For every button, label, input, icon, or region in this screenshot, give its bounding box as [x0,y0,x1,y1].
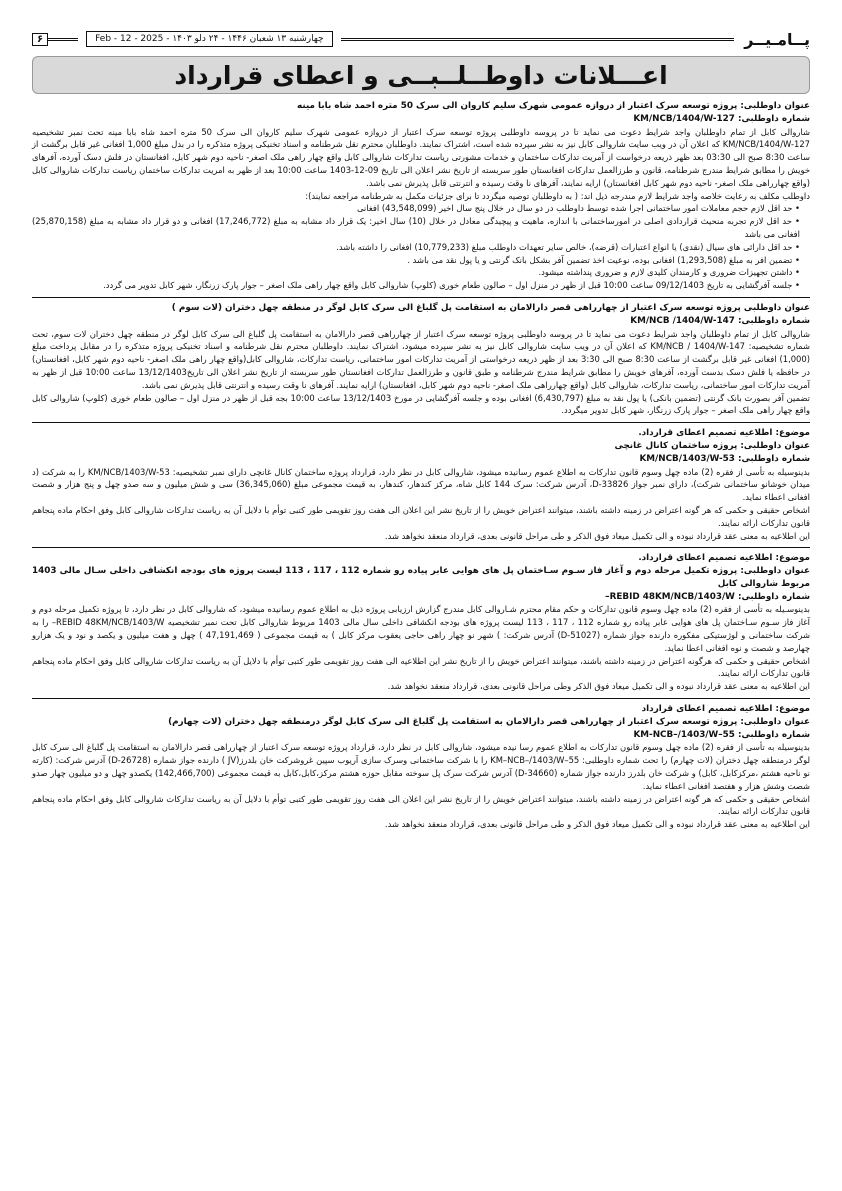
page-header [32,30,810,48]
notice-code: شماره داوطلبی: KM-NCB–/1403/W–55 [633,729,810,740]
notice-body: بدینوسـیله به تأسی از فقره (2) ماده چهل وسوم قانون تدارکات و حکم مقام محترم شـاروالی کابل مندرج گزارش ارزیابی پروژه ذیل به اطلاع عموم رسانیده میشود، که شاروالی کابل در نظر دارد، تا پروژه تکمیل مرحله دوم و آغاز فاز سـوم سـاختمان پل های هوایی عابر پیاده رو شماره 112 ، 117 ، 113 لیست پروژه های بودجه انکشافی داخلی سال مالی 1403 مربوط شاروالی کابل تحت نمبر تشخیصیه REBID 48KM/NCB/1403/W– را به شرکت ساختمانی و لوژستیکی مفکوره دارنده جواز شماره (D-51027) آدرس شرکت: ) شهر نو چهار راهی حاجی یعقوب مرکز کابل ) به قیمت مجموعی ( 47,191,469 ) چهل و هفت میلیون و یکصد و نود و یک هزارو چهارصد و شصت و نوه افغانی اعطا نماید. [32,604,811,653]
notice-disclaimer: این اطلاعیه به معنی عقد قرارداد نبوده و الی تکمیل میعاد فوق الذکر و طی مراحل قانونی بعدی، قرارداد منعقد نخواهد شد. [384,819,810,830]
notice-2 [32,302,810,417]
divider [32,547,810,548]
header-rule [341,38,735,41]
notice-objection: اشخاص حقیقی و حکمی که هر گونه اعتراض در زمینه داشته باشند، میتوانند اعتراض خویش را از تاریخ نشر این اعلان الی هفت روز تقویمی طور کتبی توأم با دلایل آن به ریاست تدارکات شاروالی کابل وفق احکام ماده پنجاهم قانون تدارکات ارائه نمایند. [32,793,810,817]
list-item: • حد اقل دارائی های سیال (نقدی) یا انواع اعتبارات (قرضه)، خالص سایر تعهدات داوطلب مبلغ (10,779,233) افغانی را داشته باشد. [32,241,800,254]
notice-body: شاروالی کابل از تمام داوطلبان واجد شرایط دعوت می نماید تا در پروسه داوطلبی پروژه توسعه سرک اعتبار از دروازه عمومی شهرک سلیم کاروان الی سرک 50 متره احمد شاه بابا مینه تحت نمبر تشخیصیه KM/NCB/1404/W-127 که اعلان آن در ویب سایت شاروالی کابل نیز به نشر سپرده شده است، اشتراک نمایند. داوطلبان محترم نقل شرطنامه و اسناد تخنیکی پروژه متذکره را در بدل مبلغ 1,000 افغانی غیر قابل برگشت از ساعت 8:30 صبح الی 03:30 بعد ظهر ذریعه درخواست از آمریت تدارکات ساختمان و خدمات مشورتی ریاست تدارکات شاروالی کابل واقع چهار راهی ملک اصغر- ناحیه دوم شهر کابل، افغانستان در فلش دسک آورده، آفرهای خویش را مطابق شرایط مندرج شرطنامه، قانون و طرزالعمل تدارکات افغانستان طور سربسته از تاریخ نشر اعلان الی تاریخ 09-12-1403 ساعت 10:00 بعد از ظهر به امریت تدارکات ساختمان ریاست تدارکات شاروالی کابل (واقع چهارراهی ملک اصغر- ناحیه دوم شهر کابل افغانستان) ارایه نمایند، آفرهای نا وقت رسیده و انترنتی قابل پذیرش نمی باشد. [32,126,811,188]
notice-objection: اشخاص حقیقی و حکمی که هر گونه اعتراض در زمینه داشته باشند، میتوانند اعتراض خویش را از تاریخ نشر این اعلان الی هفت روز تقویمی طور کتبی توأم با دلایل آن به ریاست تدارکات شاروالی کابل وفق احکام ماده پنجاهم قانون تدارکات ارائه نمایند. [32,504,810,528]
notice-subject: موضوع: اطلاعیه تصمیم اعطای قرارداد. [638,553,810,564]
divider [32,422,810,423]
notice-subject: موضوع: اطلاعیه تصمیم اعطای قرارداد. [638,428,810,439]
notice-objection: اشخاص حقیقی و حکمی که هرگونه اعتراض در زمینه داشته باشند، میتوانند اعتراض خویش را از تاریخ نشر این اطلاعیه الی هفت روز تقویمی طور کتبی توأم با دلایل آن به ریاست تدارکات شاروالی کابل وفق احکام ماده پنجاهم قانون تدارکات ارائه نمایند. [32,655,810,679]
notice-disclaimer: این اطلاعیه به معنی عقد قرارداد نبوده و الی تکمیل میعاد فوق الذکر وطی مراحل قانونی بعدی، قرارداد منعقد نخواهد شد. [387,681,810,692]
notice-4 [32,552,810,693]
notice-body: شاروالی کابل از تمام داوطلبان واجد شرایط دعوت می نماید تا در پروسه داوطلبی پروژه توسعه سرک اعتبار از چهارراهی قصر دارالامان به استقامت پل گلباغ الی سرک کابل لوگر در منطقه چهل دختران لات سوم، تحت شماره تشخیصیه: KM/NCB / 1404/W-147 که اعلان آن در ویب سایت شاروالی کابل نیز به نشر سپرده میشود، اشتراک نمایند. داوطلبان محترم نقل شرطنامه و اسناد تخنیکی پروژه متذکره را در مقابل پرداخت مبلغ (1,000) افغانی غیر قابل برگشت از ساعت 8:30 صبح الی 3:30 بعد از ظهر ذریعه درخواستی از آمریت تدارکات امور ساختمانی، ریاست تدارکات، شاروالی کابل(واقع چهار راهی ملک اصغر- ناحیه دوم شهر کابل، افغانستان) در حافظه یا فلش دسک بدست آورده، آفرهای خویش را مطابق شرایط مندرج شرطنامه و طبق قانون و طرزالعمل تدارکات افغانستان طور سربسته از تاریخ نشر اعلان الی تاریخ13/12/1403 ساعت 10:00 قبل از ظهر به آمریت تدارکات امور ساختمانی، ریاست تدارکات، شاروالی کابل (واقع چهارراهی ملک اصغر- ناحیه دوم شهر کابل، افغانستان) ارایه نمایند. آفرهای نا وقت رسیده و انترنتی قابل پذیرش نمی باشد. [32,328,810,390]
notice-tail: تضمین آفر بصورت بانک گرنتی (تضمین بانکی) یا پول نقد به مبلغ (6,430,797) افغانی بوده و جلسه آفرگشایی در مورخ 13/12/1403 ساعت 10:00 بجه قبل از ظهر در منزل اول – صالون طعام خوری (کلوپ) شاروالی کابل واقع چهار راهی ملک اصغر – جوار پارک زرنگار، شهر کابل تدویر میگردد. [32,392,811,416]
divider [32,297,810,298]
notice-1 [32,100,810,292]
notice-code: شماره داوطلبی: KM/NCB/1404/W-127 [633,113,810,124]
list-item: • جلسه آفرگشایی به تاریخ 09/12/1403 ساعت 10:00 قبل از ظهر در منزل اول – صالون طعام خوری (کلوپ) شاروالی کابل واقع چهار راهی ملک اصغر – جوار پارک زرنگار، شهر کابل تدویر می گردد. [32,279,800,292]
list-item: • تضمین افر به مبلغ (1,293,508) افغانی بوده، نوعیت اخذ تضمین آفر بشکل بانک گرنتی و یا پول نقد می باشد . [32,254,800,267]
header-rule [48,38,78,41]
notice-disclaimer: این اطلاعیه به معنی عقد قرارداد نبوده و الی تکمیل میعاد فوق الذکر و طی مراحل قانونی بعدی، قرارداد منعقد نخواهد شد. [384,530,810,541]
header-date: چهارشنبه ۱۳ شعبان ۱۴۴۶ - ۲۴ دلو ۱۴۰۳ - Feb - 12 - 2025 [86,31,333,47]
notice-title: عنوان داوطلبی: پروژه تکمیل مرحله دوم و آغاز فاز سـوم سـاختمان پل های هوایی عابر پیاده رو شماره 112 ، 117 ، 113 لیست پروژه های بودجه انکشافی داخلی سـال مالی 1403 مربوط شاروالی کابل [32,566,810,589]
notice-5 [32,703,810,831]
divider [32,698,810,699]
notice-subject: موضوع: اطلاعیه تصمیم اعطای قرارداد [641,704,810,715]
notice-code: شماره داوطلبی: KM/NCB /1404/W-147 [630,315,810,326]
notice-code: شماره داوطلبی: REBID 48KM/NCB/1403/W– [605,591,810,602]
list-item: • حد اقل لازم حجم معاملات امور ساختمانی اجرا شده توسط داوطلب در دو سال در خلال پنج سال اخیر (43,548,099) افغانی [32,202,800,215]
notice-title: عنوان داوطلبی: پروژه توسعه سرک اعتبار از دروازه عمومی شهرک سلیم کاروان الی سرک 50 متره احمد شاه بابا مینه [297,101,810,111]
notice-title: عنوان داوطلبی: پروژه توسعه سرک اعتبار از چهارراهی قصر دارالامان به استقامت پل گلباغ الی سرک کابل لوگر درمنطقه چهل دختران (لات چهارم) [168,716,810,727]
list-item: • داشتن تجهیزات ضروری و کارمندان کلیدی لازم و ضروری پنداشته میشود. [32,266,800,279]
notice-title: عنوان داوطلبی پروژه توسعه سرک اعتبار از چهارراهی قصر دارالامان به استقامت پل گلباغ الی سرک کابل لوگر در منطقه چهل دختران (لات سوم ) [171,302,810,313]
list-item: • حد اقل لازم تجربه منحیث قراردادی اصلی در امورساختمانی با اندازه، ماهیت و پیچیدگی معادل در خلال (10) سال اخیر: یک قرار داد مشابه به مبلغ (17,246,772) افغانی و دو قرار داد مشابه به مبلغ (25,870,158) افغانی می باشد [32,215,800,241]
notice-body: بدینوسیله به تأسی از فقره (2) ماده چهل وسوم قانون تدارکات به اطلاع عموم رسا نیده میشود، شاروالی کابل در نظر دارد، قرارداد پروژه توسعه سرک اعتبار از چهارراهی قصر دارالامان به استقامت پل گلباغ الی سرک کابل لوگر درمنطقه چهل دختران (لات چهارم) را تحت شماره داوطلبی: KM–NCB–/1403/W–55 را با شرکت ساختمانی وسرک سازی آریوب سپین غروشرکت خان بلدرز(JV ) دارنده جواز شماره (D-26728) آدرس شرکت: (کارته نو ناحیه هشتم ،مرکزکابل، کابل) و شرکت خان بلدرز دارنده جواز شماره (D-34660) آدرس شرکت سرک پل سوخته مقابل حوزه هشتم مرکز،کابل،کابل به قیمت مجموعی (142,466,700) یکصدو چهل و دو میلیون چهار صدو شصت وشش هزار و هفتصد افغانی اعطاء نماید. [32,742,811,791]
brand-logo: پــامـیــر [744,29,810,49]
requirements-list [32,202,810,292]
notice-note: داوطلب مکلف به رعایت خلاصه واجد شرایط لازم مندرجه ذیل اند: ( به داوطلبان توصیه میگردد تا برای جزئیات مکمل به شرطنامه مراجعه نمایند): [305,190,810,201]
notice-body: بدینوسیله به تأسی از فقره (2) ماده چهل وسوم قانون تدارکات به اطلاع عموم رسانیده میشود، شاروالی کابل در نظر دارد، قرارداد پروژه ساختمان کانال غانچی دارای نمبر تشخیصیه: KM/NCB/1403/W-53 را به شرکت (د میدان خوشانو ساختمانی شرکت)، دارای نمبر جواز D-33826، آدرس شرکت: سرک 144 کابل شاه، مرکز کندهار، کندهار، به قیمت مجموعی مبلغ (36,345,060) سی و شش میلیون و سه صدو چهل و پنج هزار و شصت افغانی اعطاء نماید. [32,466,811,503]
section-banner: اعـــلانات داوطــلــبــی و اعطای قرارداد [32,56,810,94]
notice-3 [32,427,810,542]
notice-code: شماره داوطلبی: KM/NCB/1403/W-53 [639,453,810,464]
notice-title: عنوان داوطلبی: پروژه ساختمان کانال غانچی [614,440,810,451]
page-number: ۶ [32,33,48,46]
